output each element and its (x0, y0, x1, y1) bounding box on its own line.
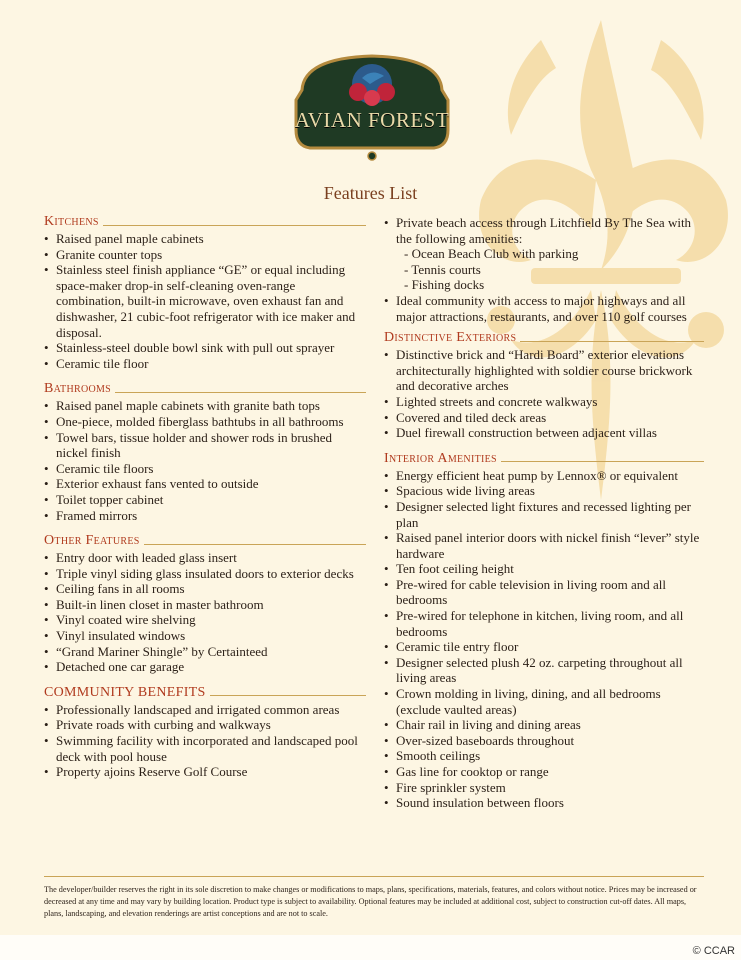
list-item: • Gas line for cooktop or range (384, 764, 704, 780)
section-heading (44, 685, 366, 701)
right-sections (384, 330, 704, 811)
list-item: • Raised panel maple cabinets with granite bath tops (44, 398, 366, 414)
left-column (44, 214, 366, 790)
section-heading (44, 214, 366, 230)
list-item: • Designer selected light fixtures and recessed lighting per plan (384, 499, 704, 530)
list-item: • Ceramic tile floors (44, 461, 366, 477)
list-item: • “Grand Mariner Shingle” by Certainteed (44, 644, 366, 660)
heading-rule (144, 544, 366, 545)
list-item: • Sound insulation between floors (384, 795, 704, 811)
list-item: • One-piece, molded fiberglass bathtubs in all bathrooms (44, 414, 366, 430)
list-item: • Entry door with leaded glass insert (44, 550, 366, 566)
list-item: • Fire sprinkler system (384, 780, 704, 796)
list-item: • Detached one car garage (44, 659, 366, 675)
section-heading-text: COMMUNITY BENEFITS (44, 684, 206, 700)
list-item: • Spacious wide living areas (384, 483, 704, 499)
list-item: • Exterior exhaust fans vented to outside (44, 476, 366, 492)
community-extra-list (384, 215, 704, 324)
feature-list (384, 468, 704, 811)
list-item: • Granite counter tops (44, 247, 366, 263)
page-title: Features List (323, 183, 418, 203)
amenity-item: - Ocean Beach Club with parking (404, 246, 579, 262)
section (44, 214, 366, 371)
feature-list (384, 347, 704, 441)
amenity-item: - Fishing docks (404, 277, 485, 293)
section-heading (384, 330, 704, 346)
list-item: • Triple vinyl siding glass insulated doors to exterior decks (44, 566, 366, 582)
list-item: • Designer selected plush 42 oz. carpeting throughout all living areas (384, 655, 704, 686)
list-item: • Property ajoins Reserve Golf Course (44, 764, 366, 780)
list-item: • Vinyl insulated windows (44, 628, 366, 644)
list-item: • Framed mirrors (44, 508, 366, 524)
disclaimer-divider (44, 876, 704, 877)
list-item (384, 215, 704, 293)
right-column (384, 214, 704, 821)
list-item: • Distinctive brick and “Hardi Board” exterior elevations architecturally highlighted with soldier course brickwork and decorative arches (384, 347, 704, 394)
section-heading-text: Other Features (44, 533, 140, 549)
list-item: • Towel bars, tissue holder and shower rods in brushed nickel finish (44, 430, 366, 461)
list-item: • Over-sized baseboards throughout (384, 733, 704, 749)
list-item: • Duel firewall construction between adjacent villas (384, 425, 704, 441)
list-item: • Energy efficient heat pump by Lennox® or equivalent (384, 468, 704, 484)
beach-access-text: Private beach access through Litchfield By The Sea with the following amenities: (396, 215, 692, 246)
section (44, 685, 366, 780)
section-heading-text: Distinctive Exteriors (384, 330, 517, 346)
list-item: • Stainless-steel double bowl sink with pull out sprayer (44, 340, 366, 356)
feature-list (44, 550, 366, 675)
list-item: • Smooth ceilings (384, 748, 704, 764)
section-heading (384, 451, 704, 467)
list-item: • Pre-wired for telephone in kitchen, living room, and all bedrooms (384, 608, 704, 639)
list-item: • Chair rail in living and dining areas (384, 717, 704, 733)
list-item: • Toilet topper cabinet (44, 492, 366, 508)
list-item: • Ten foot ceiling height (384, 561, 704, 577)
list-item: • Professionally landscaped and irrigated common areas (44, 702, 366, 718)
feature-list (44, 702, 366, 780)
list-item: • Raised panel maple cabinets (44, 231, 366, 247)
list-item: • Vinyl coated wire shelving (44, 612, 366, 628)
heading-rule (501, 461, 704, 462)
disclaimer-text: The developer/builder reserves the right in its sole discretion to make changes or modifications to maps, plans, specifications, materials, features, and colors without notice. Prices may be increased or decreased at any time and may vary by building location. Product type is subject to availability. Optional features may be included at additional cost, subject to construction cut-off dates. All maps, plans, landscaping, and elevation renderings are artist conceptions and are not to scale. (44, 885, 697, 918)
section (384, 330, 704, 441)
list-item: • Raised panel interior doors with nickel finish “lever” style hardware (384, 530, 704, 561)
list-item: • Stainless steel finish appliance “GE” or equal including space-maker drop-in self-cleaning oven-range combination, built-in microwave, oven exhaust fan and dishwasher, 21 cubic-foot refrigerator with ice maker and disposal. (44, 262, 366, 340)
list-item: • Ideal community with access to major highways and all major attractions, restaurants, and over 110 golf courses (384, 293, 704, 324)
list-item: • Crown molding in living, dining, and all bedrooms (exclude vaulted areas) (384, 686, 704, 717)
section (44, 381, 366, 523)
logo-emblem (284, 50, 460, 162)
amenity-item: - Tennis courts (404, 261, 481, 277)
list-item: • Private roads with curbing and walkways (44, 717, 366, 733)
heading-rule (520, 341, 704, 342)
list-item: • Pre-wired for cable television in living room and all bedrooms (384, 577, 704, 608)
heading-rule (103, 225, 366, 226)
section-heading-text: Bathrooms (44, 381, 112, 397)
list-item: • Covered and tiled deck areas (384, 410, 704, 426)
section (44, 533, 366, 675)
avian-forest-logo (284, 50, 460, 162)
list-item: • Built-in linen closet in master bathroom (44, 597, 366, 613)
section-heading (44, 533, 366, 549)
amenities-sublist (396, 246, 704, 293)
section-heading (44, 381, 366, 397)
feature-list (44, 231, 366, 371)
ccar-watermark: © CCAR (692, 945, 735, 957)
feature-list (44, 398, 366, 523)
section (384, 451, 704, 811)
heading-rule (115, 392, 366, 393)
section-heading-text: Interior Amenities (384, 450, 497, 466)
list-item: • Lighted streets and concrete walkways (384, 394, 704, 410)
heading-rule (210, 695, 366, 696)
list-item: • Swimming facility with incorporated and landscaped pool deck with pool house (44, 733, 366, 764)
list-item: • Ceiling fans in all rooms (44, 581, 366, 597)
section-heading-text: Kitchens (44, 214, 99, 229)
list-item: • Ceramic tile floor (44, 356, 366, 372)
list-item: • Ceramic tile entry floor (384, 639, 704, 655)
logo-text: AVIAN FOREST (294, 108, 450, 132)
